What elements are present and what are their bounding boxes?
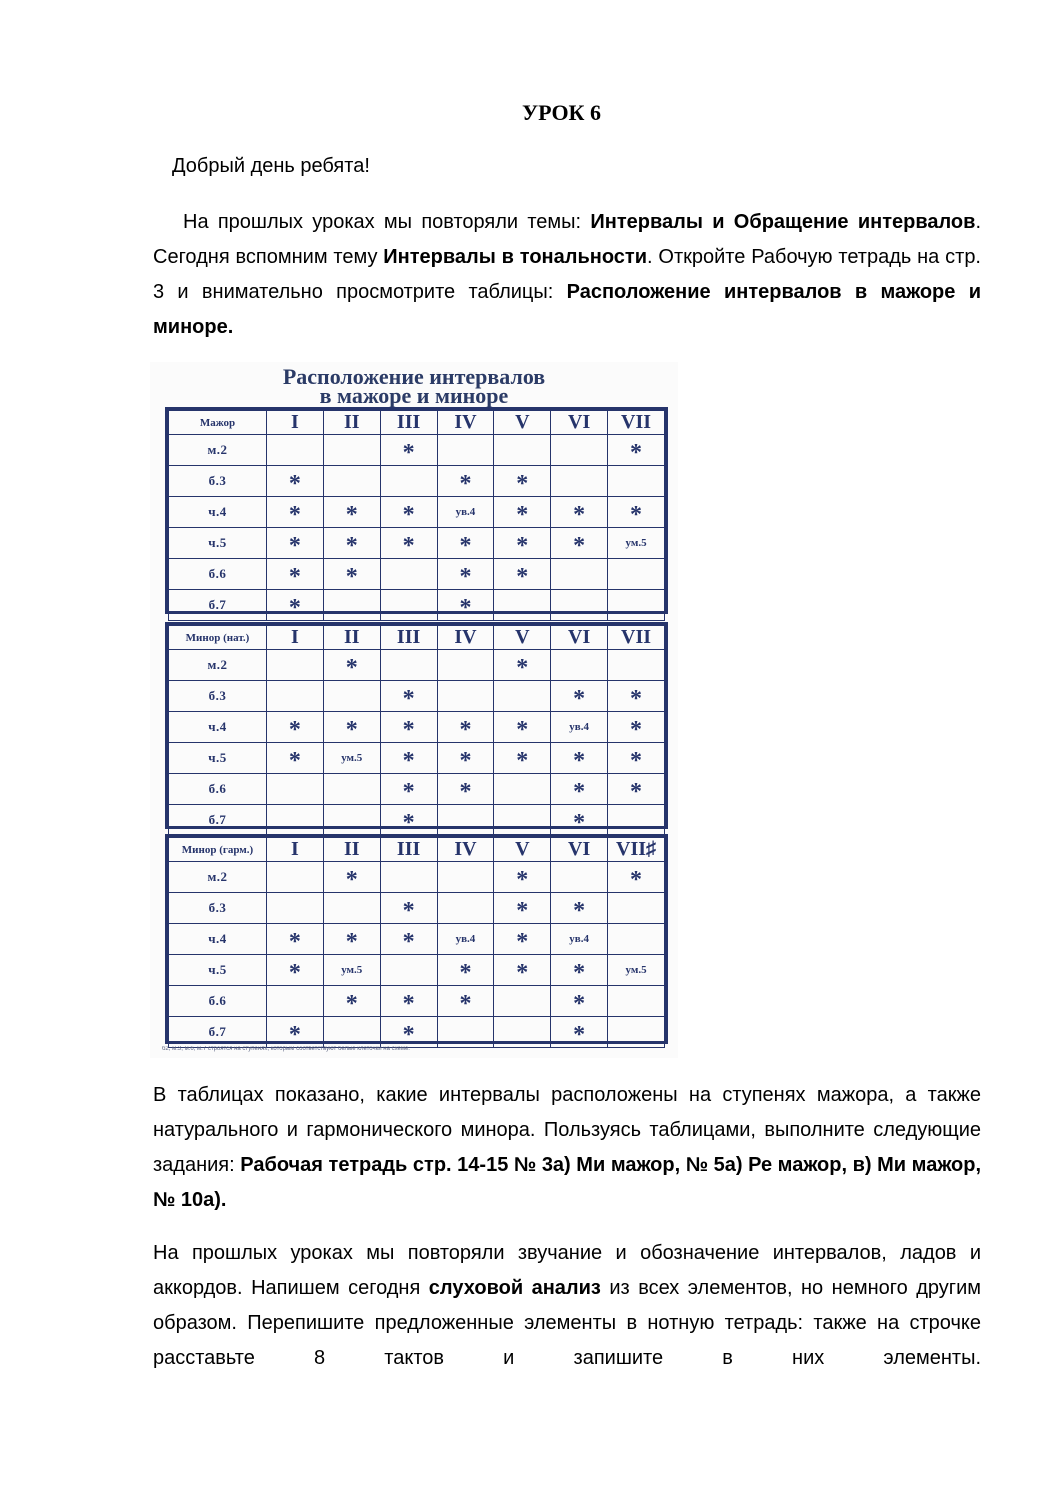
ear-analysis-paragraph <box>153 1236 981 1376</box>
table-cell <box>323 435 380 466</box>
table-cell: * <box>323 924 380 955</box>
greeting-text: Добрый день ребята! <box>172 155 370 177</box>
lesson-title: УРОК 6 <box>521 100 602 125</box>
table-cell: * <box>323 528 380 559</box>
table-cell: ув.4 <box>437 497 494 528</box>
table-cell <box>608 986 665 1017</box>
table-cell <box>437 862 494 893</box>
degree-header: VII♯ <box>608 838 665 862</box>
table-cell: * <box>494 712 551 743</box>
p2-text-1: В таблицах показано, какие интервалы расположены на ступенях мажора, а также натурального и гармонического минора. Пользуясь таблицами, выполните следующие задания: <box>153 1084 981 1176</box>
degree-header: I <box>267 626 324 650</box>
interval-label: ч.5 <box>169 528 267 559</box>
table-cell <box>267 862 324 893</box>
table-cell: * <box>494 497 551 528</box>
table-cell: * <box>437 774 494 805</box>
table-cell <box>380 559 437 590</box>
table-row <box>169 955 665 986</box>
table-cell <box>380 955 437 986</box>
p1-bold-1: Интервалы и Обращение интервалов <box>590 211 976 233</box>
interval-label: б.6 <box>169 986 267 1017</box>
table-cell <box>267 893 324 924</box>
interval-table <box>168 410 665 621</box>
table-cell: * <box>437 590 494 621</box>
table-cell: * <box>551 893 608 924</box>
table-cell: * <box>380 986 437 1017</box>
table-cell <box>608 924 665 955</box>
table-cell <box>551 862 608 893</box>
table-cell <box>608 590 665 621</box>
table-row <box>169 862 665 893</box>
table-cell <box>494 435 551 466</box>
interval-label: м.2 <box>169 862 267 893</box>
table-row <box>169 590 665 621</box>
table-footnote: б2, м.3, м.6, м.7 строятся на ступенях, которым соответствуют белые клеточки на схеме. <box>162 1046 410 1052</box>
intervals-table-image <box>150 362 678 1058</box>
table-cell <box>323 893 380 924</box>
interval-label: ч.5 <box>169 955 267 986</box>
table-cell: * <box>323 559 380 590</box>
p1-bold-3: Расположение интервалов в мажоре и миноре. <box>153 281 981 338</box>
table-cell: * <box>494 528 551 559</box>
table-cell <box>323 774 380 805</box>
table-cell: * <box>267 497 324 528</box>
table-cell: * <box>608 862 665 893</box>
table-cell: * <box>437 528 494 559</box>
p3-text-2: из всех элементов, но немного другим образом. Перепишите предложенные элементы в нотную тетрадь: также на строчке расставьте 8 тактов и запишите в них элементы. <box>153 1277 981 1369</box>
table-cell <box>267 805 324 836</box>
interval-label: б.6 <box>169 774 267 805</box>
table-cell: * <box>494 466 551 497</box>
table-image-title-line1: Расположение интервалов <box>282 364 546 389</box>
table-cell: ув.4 <box>551 924 608 955</box>
table-cell: * <box>323 497 380 528</box>
table-cell: * <box>437 559 494 590</box>
table-cell <box>437 681 494 712</box>
table-cell: * <box>267 528 324 559</box>
interval-label: б.3 <box>169 681 267 712</box>
table-cell: * <box>608 681 665 712</box>
interval-label: б.7 <box>169 805 267 836</box>
table-cell: * <box>551 955 608 986</box>
table-cell: * <box>494 955 551 986</box>
table-corner-label: Минор (нат.) <box>169 626 267 650</box>
table-header-row <box>169 411 665 435</box>
p3-bold-1: слуховой анализ <box>428 1277 601 1299</box>
interval-label: б.3 <box>169 466 267 497</box>
table-cell: * <box>267 712 324 743</box>
table-cell: * <box>494 743 551 774</box>
table-cell <box>608 466 665 497</box>
table-cell: * <box>380 681 437 712</box>
table-cell <box>267 986 324 1017</box>
table-cell: * <box>437 712 494 743</box>
table-cell <box>551 559 608 590</box>
table-cell <box>551 466 608 497</box>
table-cell: * <box>551 497 608 528</box>
table-cell <box>608 1017 665 1048</box>
table-cell <box>494 986 551 1017</box>
interval-table <box>168 625 665 836</box>
degree-header: I <box>267 838 324 862</box>
table-cell: * <box>380 712 437 743</box>
degree-header: V <box>494 411 551 435</box>
interval-label: б.7 <box>169 1017 267 1048</box>
table-cell: * <box>494 924 551 955</box>
table-cell: * <box>267 1017 324 1048</box>
table-row <box>169 743 665 774</box>
table-cell: * <box>380 924 437 955</box>
table-row <box>169 559 665 590</box>
table-cell <box>323 681 380 712</box>
degree-header: IV <box>437 411 494 435</box>
table-cell: * <box>551 528 608 559</box>
interval-label: ч.4 <box>169 924 267 955</box>
table-cell <box>267 681 324 712</box>
table-cell: * <box>323 712 380 743</box>
degree-header: IV <box>437 626 494 650</box>
table-header-row <box>169 626 665 650</box>
table-cell: * <box>551 805 608 836</box>
table-cell <box>494 1017 551 1048</box>
intro-paragraph <box>153 205 981 345</box>
table-cell: ув.4 <box>551 712 608 743</box>
table-cell: * <box>437 743 494 774</box>
table-cell <box>494 774 551 805</box>
interval-label: м.2 <box>169 650 267 681</box>
table-cell <box>551 590 608 621</box>
table-cell: * <box>494 893 551 924</box>
table-row <box>169 681 665 712</box>
p3-text-1: На прошлых уроках мы повторяли звучание и обозначение интервалов, ладов и аккордов. Напишем сегодня <box>153 1242 981 1299</box>
table-cell <box>608 893 665 924</box>
table-cell: ум.5 <box>608 955 665 986</box>
table-cell: * <box>551 986 608 1017</box>
natural-minor-table <box>165 622 668 836</box>
table-cell: * <box>437 955 494 986</box>
table-cell: * <box>267 466 324 497</box>
table-cell: * <box>551 743 608 774</box>
degree-header: V <box>494 838 551 862</box>
table-cell <box>494 805 551 836</box>
p1-text-3: . Откройте Рабочую тетрадь на стр. 3 и внимательно просмотрите таблицы: <box>153 246 981 303</box>
table-cell: * <box>608 774 665 805</box>
table-row <box>169 712 665 743</box>
table-row <box>169 497 665 528</box>
table-cell <box>437 805 494 836</box>
table-cell: * <box>380 743 437 774</box>
table-corner-label: Мажор <box>169 411 267 435</box>
table-cell: * <box>494 862 551 893</box>
table-row <box>169 893 665 924</box>
degree-header: V <box>494 626 551 650</box>
table-cell: * <box>551 774 608 805</box>
table-row <box>169 774 665 805</box>
major-table <box>165 407 668 621</box>
table-row <box>169 986 665 1017</box>
table-cell: * <box>608 497 665 528</box>
table-cell: * <box>437 466 494 497</box>
table-cell <box>437 650 494 681</box>
degree-header: II <box>323 411 380 435</box>
table-row <box>169 528 665 559</box>
table-cell: ум.5 <box>323 955 380 986</box>
table-cell: * <box>267 743 324 774</box>
table-cell: * <box>551 681 608 712</box>
interval-label: ч.4 <box>169 497 267 528</box>
table-cell <box>323 805 380 836</box>
table-cell: * <box>267 924 324 955</box>
degree-header: VI <box>551 838 608 862</box>
table-cell: * <box>380 1017 437 1048</box>
table-cell: * <box>494 559 551 590</box>
table-cell: * <box>267 559 324 590</box>
p1-text-1: На прошлых уроках мы повторяли темы: <box>183 211 591 233</box>
table-cell <box>608 805 665 836</box>
table-row <box>169 805 665 836</box>
table-cell <box>267 435 324 466</box>
interval-label: ч.5 <box>169 743 267 774</box>
p1-bold-2: Интервалы в тональности <box>383 246 648 268</box>
interval-label: ч.4 <box>169 712 267 743</box>
table-cell: * <box>608 435 665 466</box>
table-cell <box>267 650 324 681</box>
table-cell: * <box>380 893 437 924</box>
table-cell: ув.4 <box>437 924 494 955</box>
table-cell: ум.5 <box>608 528 665 559</box>
table-image-title-line2: в мажоре и миноре <box>319 383 509 408</box>
table-cell <box>494 590 551 621</box>
table-cell <box>494 681 551 712</box>
table-cell <box>323 466 380 497</box>
harmonic-minor-table <box>165 834 668 1048</box>
table-cell: * <box>437 986 494 1017</box>
table-cell <box>267 774 324 805</box>
table-cell: * <box>494 650 551 681</box>
table-cell <box>380 650 437 681</box>
table-cell: * <box>267 590 324 621</box>
table-cell <box>437 1017 494 1048</box>
table-cell <box>380 862 437 893</box>
table-cell <box>323 1017 380 1048</box>
degree-header: III <box>380 838 437 862</box>
table-cell: * <box>323 862 380 893</box>
interval-label: б.6 <box>169 559 267 590</box>
table-cell <box>380 466 437 497</box>
interval-label: б.3 <box>169 893 267 924</box>
table-cell <box>608 559 665 590</box>
table-cell: * <box>323 986 380 1017</box>
interval-label: б.7 <box>169 590 267 621</box>
degree-header: VII <box>608 411 665 435</box>
degree-header: VI <box>551 411 608 435</box>
table-cell: * <box>323 650 380 681</box>
table-cell <box>437 893 494 924</box>
interval-label: м.2 <box>169 435 267 466</box>
p2-bold-1: Рабочая тетрадь стр. 14-15 № 3а) Ми мажор, № 5а) Ре мажор, в) Ми мажор, № 10а). <box>153 1154 981 1211</box>
tables-explanation-paragraph <box>153 1078 981 1218</box>
p1-text-2: . Сегодня вспомним тему <box>153 211 982 268</box>
table-cell: ум.5 <box>323 743 380 774</box>
table-cell <box>323 590 380 621</box>
degree-header: IV <box>437 838 494 862</box>
table-cell: * <box>608 712 665 743</box>
table-row <box>169 435 665 466</box>
table-row <box>169 924 665 955</box>
table-cell: * <box>380 805 437 836</box>
table-corner-label: Минор (гарм.) <box>169 838 267 862</box>
table-row <box>169 466 665 497</box>
table-cell: * <box>608 743 665 774</box>
degree-header: VI <box>551 626 608 650</box>
degree-header: III <box>380 626 437 650</box>
table-cell: * <box>267 955 324 986</box>
table-cell <box>380 590 437 621</box>
table-cell: * <box>380 497 437 528</box>
table-row <box>169 1017 665 1048</box>
table-cell: * <box>380 528 437 559</box>
degree-header: III <box>380 411 437 435</box>
degree-header: II <box>323 838 380 862</box>
degree-header: VII <box>608 626 665 650</box>
table-row <box>169 650 665 681</box>
table-cell <box>608 650 665 681</box>
table-cell <box>551 650 608 681</box>
degree-header: II <box>323 626 380 650</box>
table-header-row <box>169 838 665 862</box>
table-cell: * <box>551 1017 608 1048</box>
table-cell <box>437 435 494 466</box>
table-cell: * <box>380 774 437 805</box>
interval-table <box>168 837 665 1048</box>
table-cell: * <box>380 435 437 466</box>
degree-header: I <box>267 411 324 435</box>
table-cell <box>551 435 608 466</box>
